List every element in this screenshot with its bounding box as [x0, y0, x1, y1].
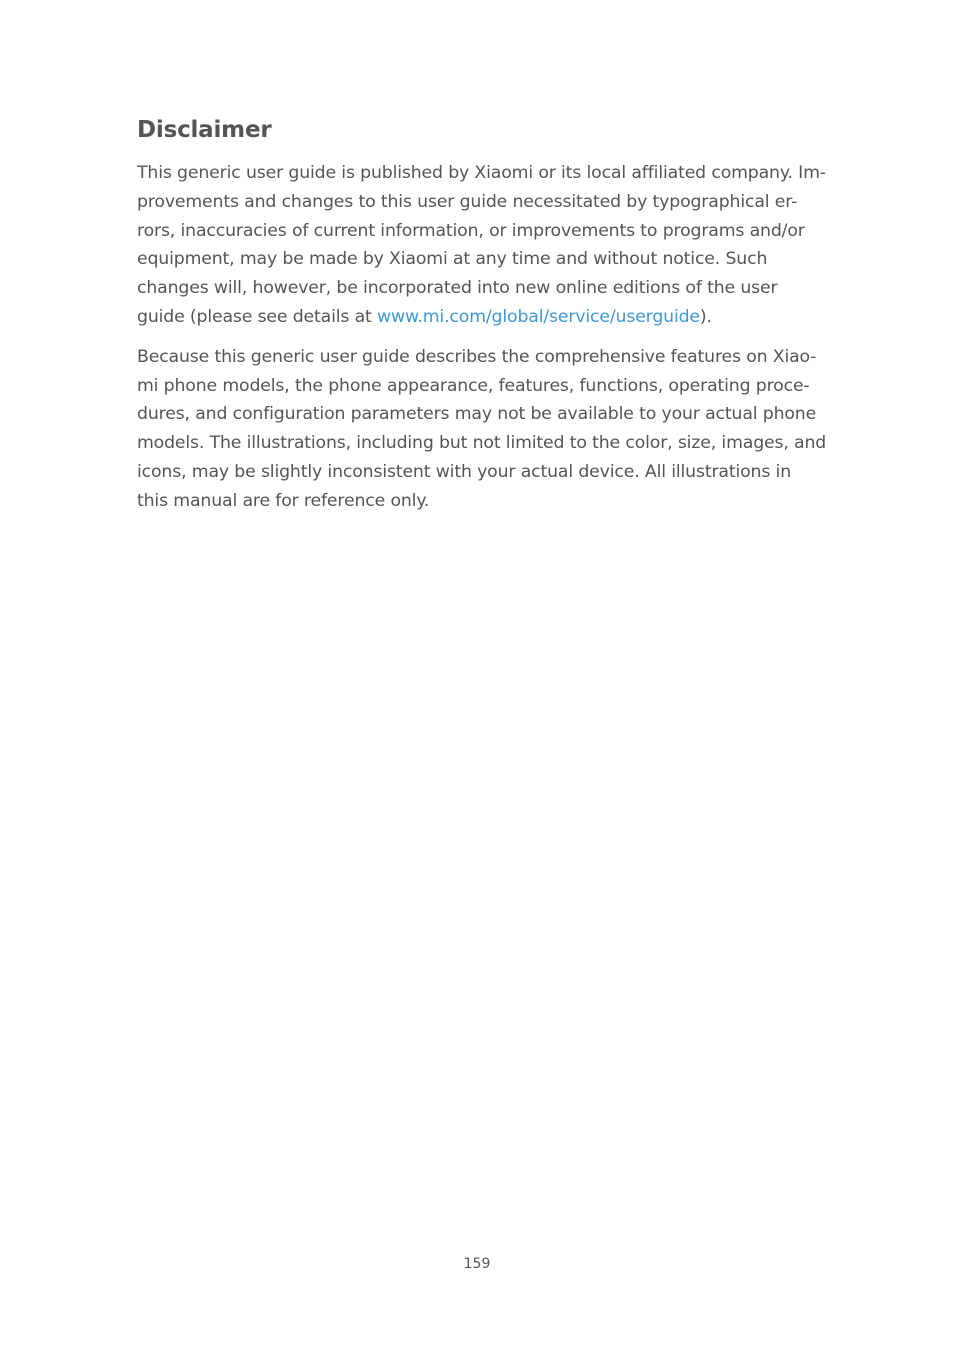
userguide-link[interactable]: www.mi.com/global/service/userguide	[377, 306, 700, 327]
paragraph-line: icons, may be slightly inconsistent with your actual device. All illustrations in	[137, 461, 792, 482]
link-suffix-text: ).	[699, 306, 712, 327]
paragraph-line: models. The illustrations, including but not limited to the color, size, images, and	[137, 433, 827, 454]
page-title: Disclaimer	[137, 117, 272, 143]
paragraph-line: mi phone models, the phone appearance, features, functions, operating proce-	[137, 375, 810, 396]
page-content	[137, 113, 827, 527]
paragraph-line: changes will, however, be incorporated into new online editions of the user	[137, 278, 778, 299]
paragraph-line: equipment, may be made by Xiaomi at any time and without notice. Such	[137, 249, 768, 270]
paragraph-line: rors, inaccuracies of current information, or improvements to programs and/or	[137, 220, 805, 241]
page-number: 159	[463, 1256, 491, 1272]
paragraph-line: dures, and configuration parameters may not be available to your actual phone	[137, 404, 817, 425]
paragraph-line: this manual are for reference only.	[137, 490, 430, 511]
link-prefix-text: guide (please see details at	[137, 306, 378, 327]
disclaimer-paragraph-2	[137, 343, 827, 516]
paragraph-line: provements and changes to this user guide necessitated by typographical er-	[137, 191, 798, 212]
disclaimer-paragraph-1	[137, 159, 827, 332]
paragraph-line: Because this generic user guide describes the comprehensive features on Xiao-	[137, 346, 817, 367]
paragraph-line: This generic user guide is published by Xiaomi or its local affiliated company. Im-	[137, 163, 826, 183]
paragraph-last-line	[137, 303, 827, 332]
